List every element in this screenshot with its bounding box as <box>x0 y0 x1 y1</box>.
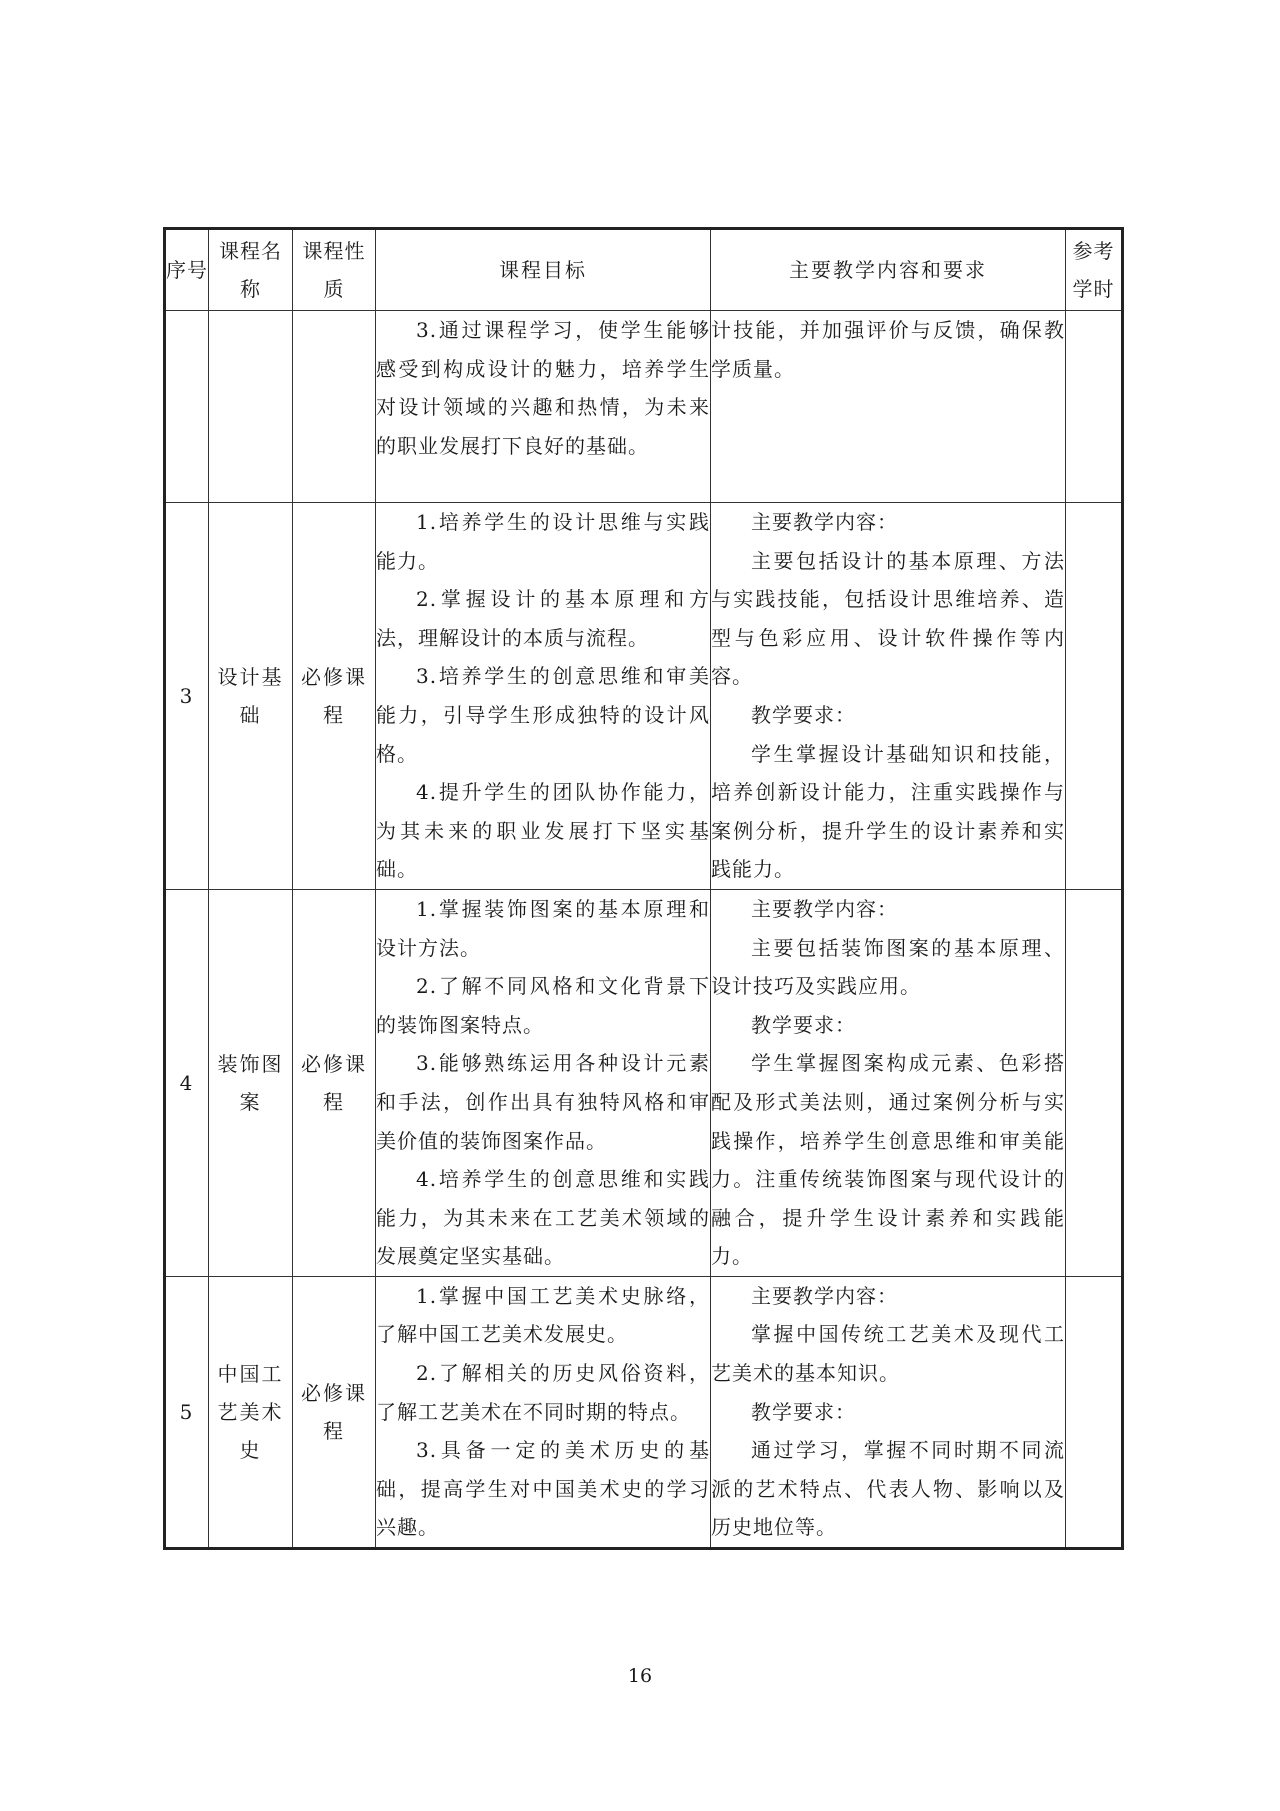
cell-reference-hours <box>1066 889 1123 1276</box>
header-row <box>165 229 1123 311</box>
content-paragraph: 主要教学内容： <box>751 510 898 534</box>
content-paragraph: 教学要求： <box>751 1012 856 1037</box>
cell-reference-hours <box>1066 503 1123 890</box>
goal-item: 2.了解相关的历史风俗资料，了解工艺美术在不同时期的特点。 <box>376 1361 710 1424</box>
content-paragraph: 学生掌握图案构成元素、色彩搭配及形式美法则，通过案例分析与实践操作，培养学生创意思维和审美能力。注重传统装饰图案与现代设计的融合，提升学生设计素养和实践能力。 <box>711 1051 1065 1269</box>
cell-teaching-content <box>711 889 1066 1276</box>
table-row <box>165 311 1123 503</box>
goal-item: 2.了解不同风格和文化背景下的装饰图案特点。 <box>376 974 710 1037</box>
cell-course-nature: 必修课程 <box>293 503 376 890</box>
cell-seq: 5 <box>165 1276 209 1548</box>
content-paragraph: 教学要求： <box>751 702 856 727</box>
goal-item: 4.提升学生的团队协作能力，为其未来的职业发展打下坚实基础。 <box>376 780 710 882</box>
table-row <box>165 1276 1123 1548</box>
cell-course-nature: 必修课程 <box>293 889 376 1276</box>
cell-seq: 3 <box>165 503 209 890</box>
content-paragraph: 主要包括装饰图案的基本原理、设计技巧及实践应用。 <box>711 935 1065 999</box>
goal-item: 1.掌握中国工艺美术史脉络，了解中国工艺美术发展史。 <box>376 1283 710 1347</box>
table-row <box>165 503 1123 890</box>
goal-item: 3.具备一定的美术历史的基础，提高学生对中国美术史的学习兴趣。 <box>376 1438 710 1540</box>
goal-item: 1.培养学生的设计思维与实践能力。 <box>376 510 710 573</box>
cell-course-goals <box>376 889 711 1276</box>
cell-course-goals <box>376 311 711 503</box>
course-table <box>163 227 1124 1550</box>
table-row <box>165 889 1123 1276</box>
cell-course-name <box>209 311 293 503</box>
cell-reference-hours <box>1066 1276 1123 1548</box>
header-reference-hours: 参考学时 <box>1066 229 1123 311</box>
content-paragraph: 主要教学内容： <box>751 896 898 921</box>
content-paragraph: 学生掌握设计基础知识和技能，培养创新设计能力，注重实践操作与案例分析，提升学生的设计素养和实践能力。 <box>711 741 1065 882</box>
page-number: 16 <box>627 1665 653 1687</box>
header-teaching-content: 主要教学内容和要求 <box>711 229 1066 311</box>
goal-item: 1.掌握装饰图案的基本原理和设计方法。 <box>376 896 710 960</box>
content-paragraph: 计技能，并加强评价与反馈，确保教学质量。 <box>711 318 1065 381</box>
cell-course-name: 中国工艺美术史 <box>209 1276 293 1548</box>
content-paragraph: 教学要求： <box>751 1399 856 1424</box>
goal-item: 2.掌握设计的基本原理和方法，理解设计的本质与流程。 <box>376 587 710 650</box>
cell-course-nature: 必修课程 <box>293 1276 376 1548</box>
content-paragraph: 掌握中国传统工艺美术及现代工艺美术的基本知识。 <box>711 1322 1065 1386</box>
content-paragraph: 通过学习，掌握不同时期不同流派的艺术特点、代表人物、影响以及历史地位等。 <box>711 1438 1065 1540</box>
cell-reference-hours <box>1066 311 1123 503</box>
goal-item: 3.培养学生的创意思维和审美能力，引导学生形成独特的设计风格。 <box>376 664 710 766</box>
content-paragraph: 主要教学内容： <box>751 1283 898 1308</box>
cell-course-goals <box>376 1276 711 1548</box>
cell-teaching-content <box>711 311 1066 503</box>
content-paragraph: 主要包括设计的基本原理、方法与实践技能，包括设计思维培养、造型与色彩应用、设计软件操作等内容。 <box>711 548 1065 689</box>
goal-item: 4.培养学生的创意思维和实践能力，为其未来在工艺美术领域的发展奠定坚实基础。 <box>376 1167 710 1269</box>
cell-seq: 4 <box>165 889 209 1276</box>
header-course-name: 课程名称 <box>209 229 293 311</box>
cell-course-nature <box>293 311 376 503</box>
cell-course-name: 装饰图案 <box>209 889 293 1276</box>
header-seq: 序号 <box>165 229 209 311</box>
header-course-nature: 课程性质 <box>293 229 376 311</box>
cell-course-goals <box>376 503 711 890</box>
cell-seq <box>165 311 209 503</box>
header-course-goals: 课程目标 <box>376 229 711 311</box>
goal-item: 3.能够熟练运用各种设计元素和手法，创作出具有独特风格和审美价值的装饰图案作品。 <box>376 1051 710 1153</box>
goal-item: 3.通过课程学习，使学生能够感受到构成设计的魅力，培养学生对设计领域的兴趣和热情，为未来的职业发展打下良好的基础。 <box>376 318 710 458</box>
cell-teaching-content <box>711 503 1066 890</box>
cell-teaching-content <box>711 1276 1066 1548</box>
cell-course-name: 设计基础 <box>209 503 293 890</box>
